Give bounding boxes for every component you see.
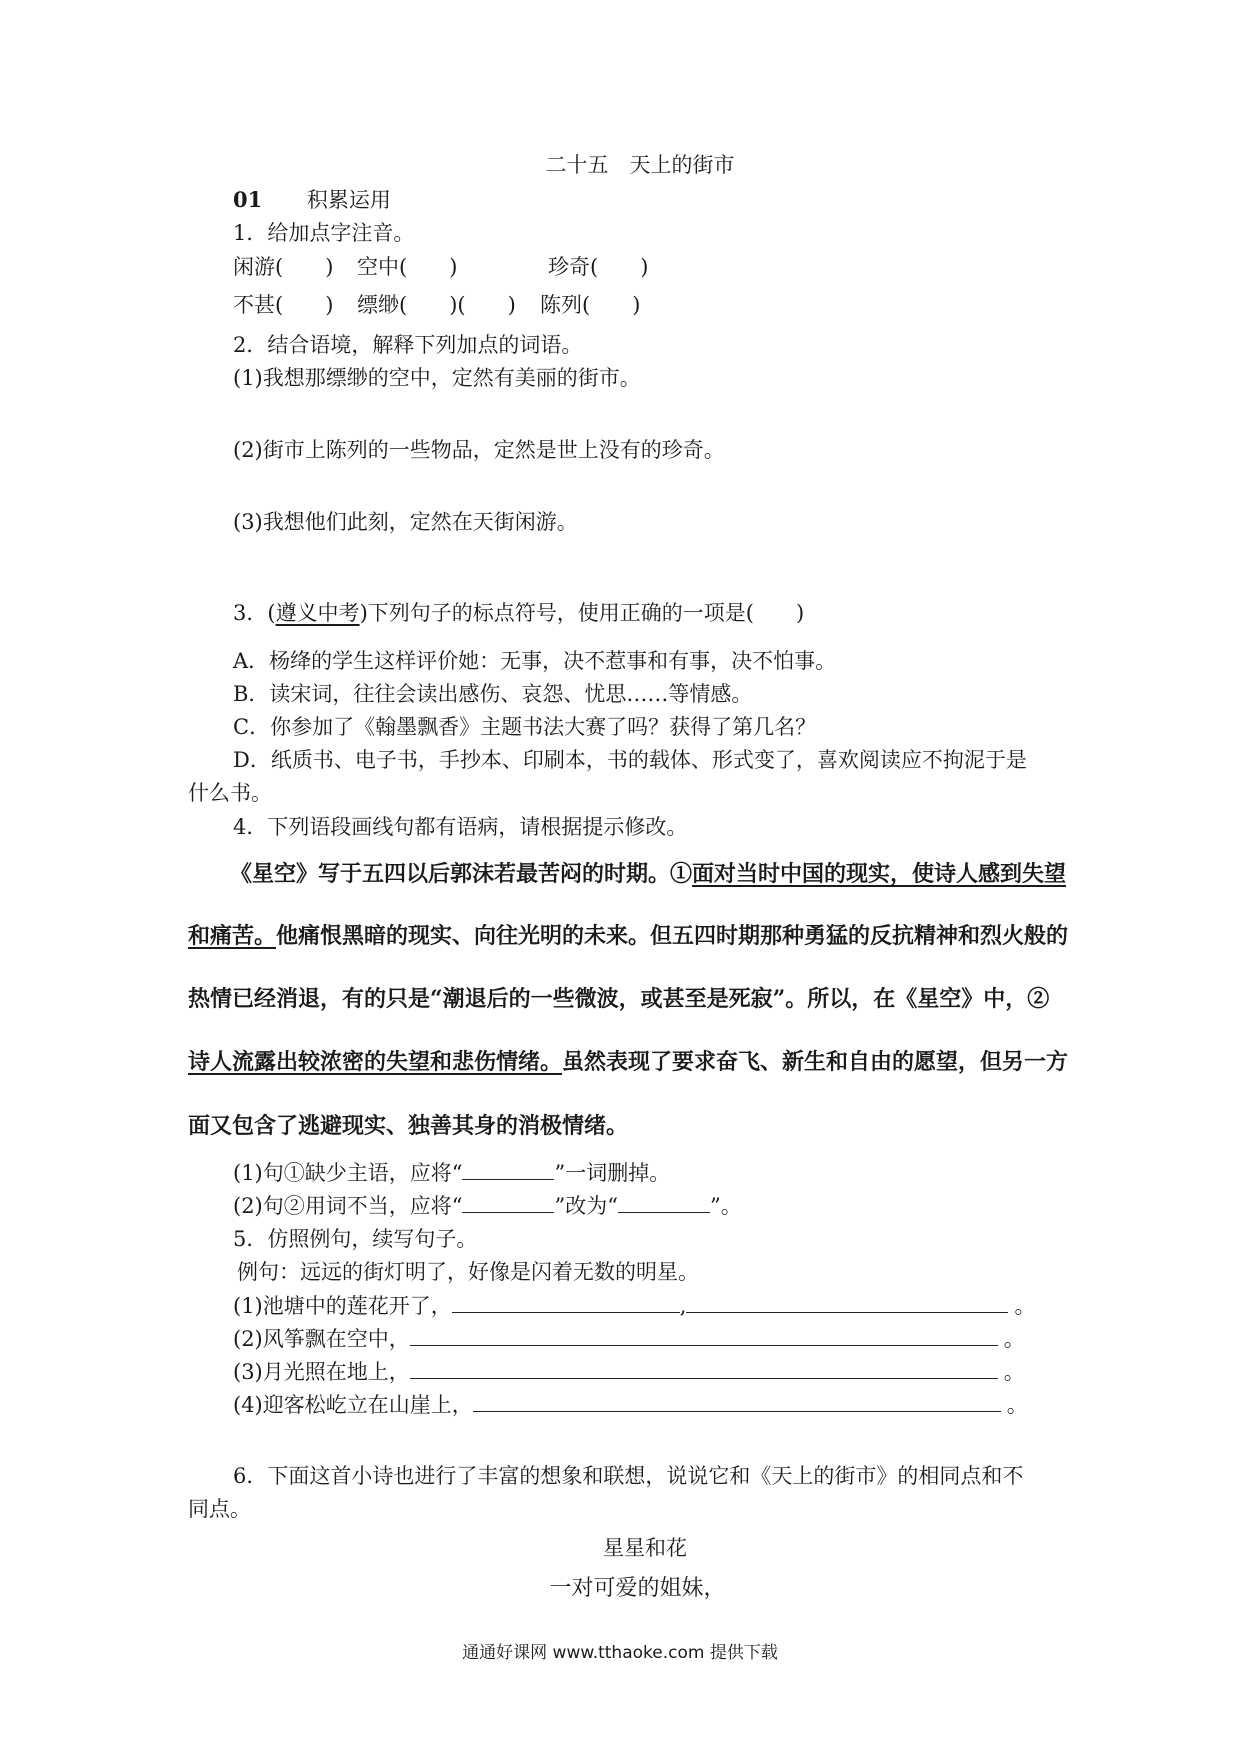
q4-answer-2-text-end: ”。 — [709, 1194, 742, 1218]
q4-passage-line-3: 热情已经消退，有的只是“潮退后的一些微波，或甚至是死寂”。所以，在《星空》中，② — [188, 986, 1050, 1012]
q4-underlined-sentence-1: 面对当时中国的现实，使诗人感到失望 — [692, 861, 1067, 887]
q5-item-2-blank[interactable] — [410, 1327, 998, 1346]
section-label: 积累运用 — [306, 188, 391, 212]
q5-example: 例句：远远的街灯明了，好像是闪着无数的明星。 — [237, 1260, 699, 1284]
q4-passage-line-1 — [230, 860, 1066, 888]
poem-line-1: 一对可爱的姐妹， — [549, 1576, 726, 1601]
q5-item-1-blank-a[interactable] — [452, 1294, 680, 1313]
q2-sentence-2: (2)街市上陈列的一些物品，定然是世上没有的珍奇。 — [233, 438, 725, 462]
q5-item-2-end: 。 — [1003, 1327, 1025, 1351]
q5-item-1 — [233, 1293, 1035, 1319]
q2-sentence-3: (3)我想他们此刻，定然在天街闲游。 — [233, 510, 578, 534]
q3-number: 3．( — [233, 601, 276, 625]
q3-source: 遵义中考 — [275, 601, 360, 625]
q4-answer-1-text: (1)句①缺少主语，应将“ — [233, 1161, 463, 1185]
q4-underlined-sentence-1-end: 和痛苦。 — [188, 923, 277, 949]
q1-item-zhenqi: 珍奇( ) — [548, 255, 649, 279]
q3-option-b: B．读宋词，往往会读出感伤、哀怨、忧思……等情感。 — [233, 682, 753, 706]
question-6-stem-line-1: 6．下面这首小诗也进行了丰富的想象和联想，说说它和《天上的街市》的相同点和不 — [233, 1464, 1024, 1488]
q5-item-2-text: (2)风筝飘在空中， — [233, 1327, 410, 1351]
q5-item-3-text: (3)月光照在地上， — [233, 1360, 410, 1384]
q5-item-1-text: (1)池塘中的莲花开了， — [233, 1294, 452, 1318]
q4-answer-2-blank-b[interactable] — [618, 1194, 710, 1213]
q4-passage-text: 他痛恨黑暗的现实、向往光明的未来。但五四时期那种勇猛的反抗精神和烈火般的 — [276, 923, 1069, 949]
q4-answer-1-text-end: ”一词删掉。 — [554, 1161, 671, 1185]
question-4-stem: 4．下列语段画线句都有语病，请根据提示修改。 — [233, 815, 688, 839]
footer-source: 通通好课网 www.tthaoke.com 提供下载 — [462, 1643, 778, 1663]
q5-item-4-blank[interactable] — [473, 1393, 1001, 1412]
q5-item-1-blank-b[interactable] — [686, 1294, 1008, 1313]
q4-passage-line-4 — [188, 1048, 1068, 1076]
q2-sentence-1: (1)我想那缥缈的空中，定然有美丽的街市。 — [233, 366, 641, 390]
q1-item-kongzhong: 空中( ) — [357, 255, 458, 279]
q5-item-3 — [233, 1359, 1025, 1385]
question-1-stem: 1．给加点字注音。 — [233, 221, 415, 245]
page-title: 二十五 天上的街市 — [545, 153, 735, 177]
section-heading — [233, 187, 391, 213]
q4-answer-1 — [233, 1160, 670, 1186]
q3-option-d-line1: D．纸质书、电子书，手抄本、印刷本，书的载体、形式变了，喜欢阅读应不拘泥于是 — [233, 748, 1027, 772]
q5-item-1-end: 。 — [1014, 1294, 1036, 1318]
q4-answer-2-text: (2)句②用词不当，应将“ — [233, 1194, 463, 1218]
q4-answer-2-text-mid: ”改为“ — [554, 1194, 618, 1218]
q1-item-xianyou: 闲游( ) — [233, 255, 334, 279]
q5-item-4 — [233, 1392, 1028, 1418]
q3-stem-text: )下列句子的标点符号，使用正确的一项是( ) — [359, 601, 805, 625]
q5-item-3-blank[interactable] — [410, 1360, 998, 1379]
q1-item-piaomiao: 缥缈( )( ) — [357, 293, 516, 317]
q4-underlined-sentence-2: 诗人流露出较浓密的失望和悲伤情绪。 — [188, 1049, 563, 1075]
q4-answer-2 — [233, 1193, 742, 1219]
q5-item-3-end: 。 — [1003, 1360, 1025, 1384]
question-2-stem: 2．结合语境，解释下列加点的词语。 — [233, 333, 583, 357]
q4-passage-line-5: 面又包含了逃避现实、独善其身的消极情绪。 — [188, 1113, 629, 1139]
q3-option-d-line2: 什么书。 — [188, 781, 272, 805]
poem-title: 星星和花 — [603, 1536, 687, 1560]
q1-item-bushen: 不甚( ) — [233, 293, 334, 317]
q4-answer-1-blank[interactable] — [462, 1161, 554, 1180]
q5-item-1-separator: , — [679, 1294, 687, 1318]
question-5-stem: 5．仿照例句，续写句子。 — [233, 1227, 478, 1251]
question-6-stem-line-2: 同点。 — [188, 1497, 251, 1521]
section-number: 01 — [233, 187, 263, 212]
question-3-stem — [233, 600, 804, 626]
q3-option-a: A．杨绛的学生这样评价她：无事，决不惹事和有事，决不怕事。 — [233, 649, 837, 673]
q4-passage-text: 虽然表现了要求奋飞、新生和自由的愿望，但另一方 — [562, 1049, 1069, 1075]
q4-passage-line-2 — [188, 922, 1068, 950]
q5-item-2 — [233, 1326, 1025, 1352]
q5-item-4-end: 。 — [1006, 1393, 1028, 1417]
q1-item-chenlie: 陈列( ) — [540, 293, 641, 317]
q4-passage-text: 《星空》写于五四以后郭沫若最苦闷的时期。① — [230, 861, 693, 887]
q5-item-4-text: (4)迎客松屹立在山崖上， — [233, 1393, 473, 1417]
q3-option-c: C．你参加了《翰墨飘香》主题书法大赛了吗？获得了第几名？ — [233, 715, 817, 739]
q4-answer-2-blank-a[interactable] — [462, 1194, 554, 1213]
